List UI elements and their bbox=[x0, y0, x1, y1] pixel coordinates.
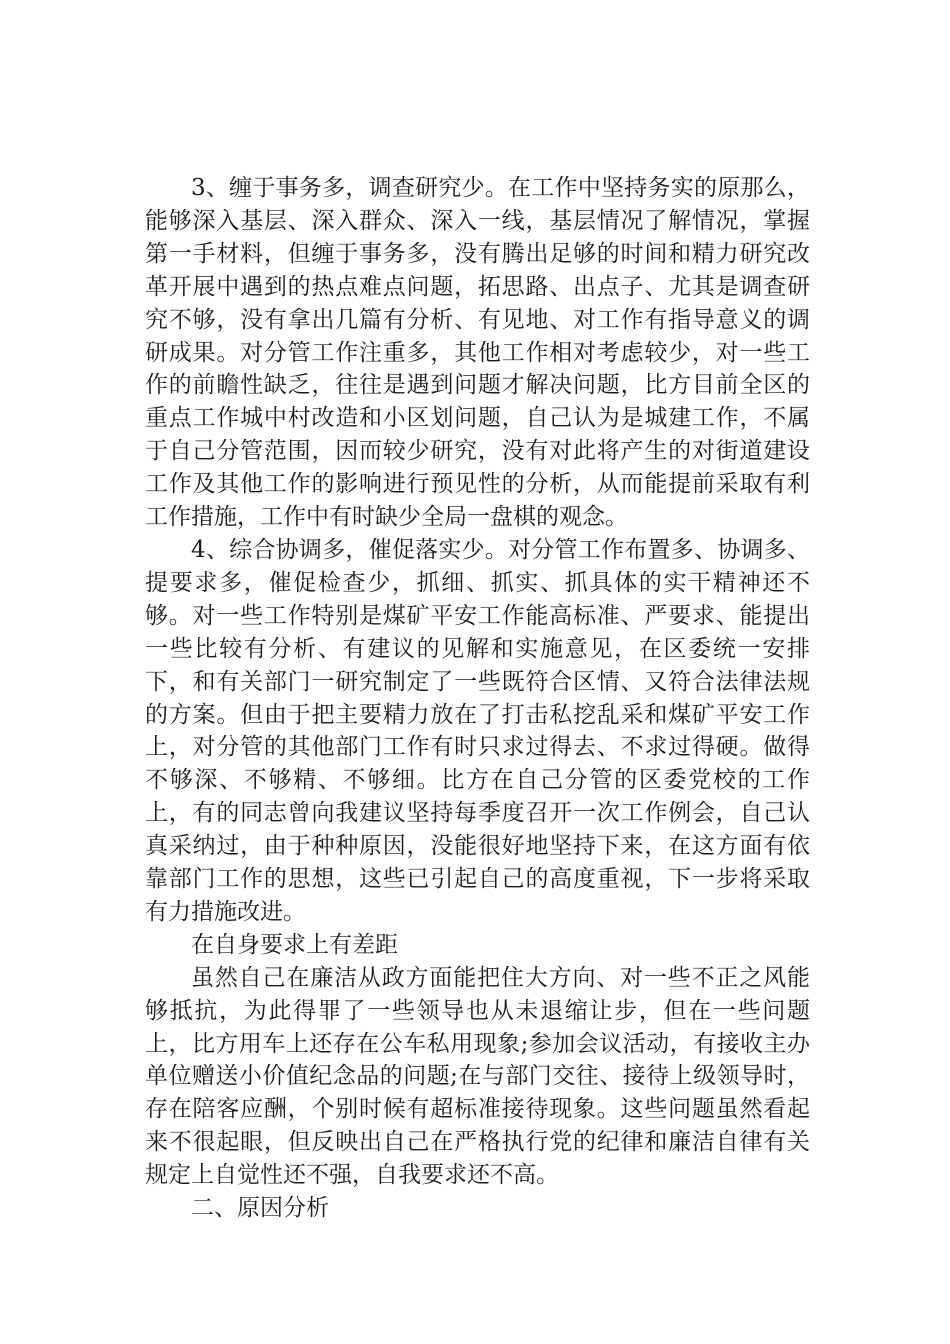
paragraph-item-3: 3、缠于事务多，调查研究少。在工作中坚持务实的原那么，能够深入基层、深入群众、深入一线，基层情况了解情况，掌握第一手材料，但缠于事务多，没有腾出足够的时间和精力研究改革开展中遇到的热点难点问题，拓思路、出点子、尤其是调查研究不够，没有拿出几篇有分析、有见地、对工作有指导意义的调研成果。对分管工作注重多，其他工作相对考虑较少，对一些工作的前瞻性缺乏，往往是遇到问题才解决问题，比方目前全区的重点工作城中村改造和小区划问题，自己认为是城建工作，不属于自己分管范围，因而较少研究，没有对此将产生的对街道建设工作及其他工作的影响进行预见性的分析，从而能提前采取有利工作措施，工作中有时缺少全局一盘棋的观念。 bbox=[145, 175, 810, 531]
paragraph-self-requirements: 虽然自己在廉洁从政方面能把住大方向、对一些不正之风能够抵抗，为此得罪了一些领导也从未退缩让步，但在一些问题上，比方用车上还存在公车私用现象;参加会议活动，有接收主办单位赠送小价值纪念品的问题;在与部门交往、接待上级领导时，存在陪客应酬，个别时候有超标准接待现象。这些问题虽然看起来不很起眼，但反映出自己在严格执行党的纪律和廉洁自律有关规定上自觉性还不强，自我要求还不高。 bbox=[145, 964, 810, 1189]
section-heading-self-requirements: 在自身要求上有差距 bbox=[191, 931, 398, 958]
document-body bbox=[145, 172, 810, 1225]
section-heading-cause-analysis: 二、原因分析 bbox=[191, 1195, 329, 1222]
paragraph-item-4: 4、综合协调多，催促落实少。对分管工作布置多、协调多、提要求多，催促检查少，抓细、抓实、抓具体的实干精神还不够。对一些工作特别是煤矿平安工作能高标准、严要求、能提出一些比较有分析、有建议的见解和实施意见，在区委统一安排下，和有关部门一研究制定了一些既符合区情、又符合法律法规的方案。但由于把主要精力放在了打击私挖乱采和煤矿平安工作上，对分管的其他部门工作有时只求过得去、不求过得硬。做得不够深、不够精、不够细。比方在自己分管的区委党校的工作上，有的同志曾向我建议坚持每季度召开一次工作例会，自己认真采纳过，由于种种原因，没能很好地坚持下来，在这方面有依靠部门工作的思想，这些已引起自己的高度重视，下一步将采取有力措施改进。 bbox=[145, 536, 810, 925]
